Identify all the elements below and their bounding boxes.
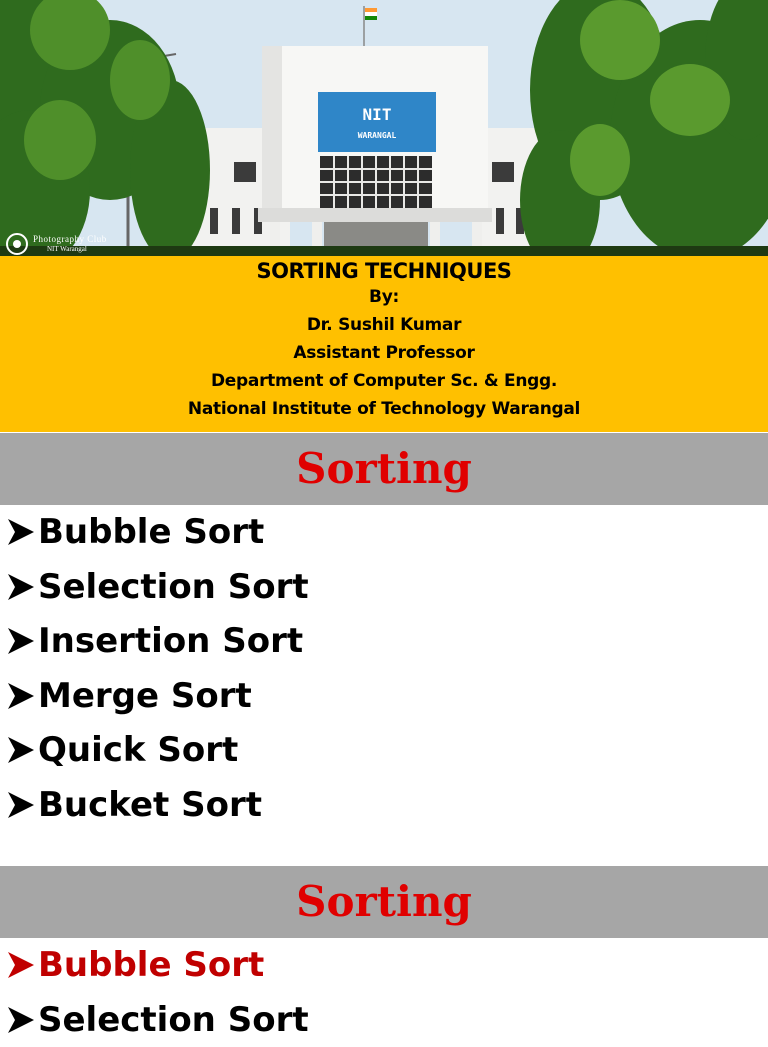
author-department: Department of Computer Sc. & Engg. (0, 367, 768, 395)
list-item (0, 993, 309, 1047)
slide-2-sort-list (0, 505, 309, 832)
list-item (0, 560, 309, 615)
author-designation: Assistant Professor (0, 339, 768, 367)
title-box (0, 256, 768, 432)
arrow-bullet-icon (6, 1007, 38, 1033)
slide-3-sort-list (0, 938, 309, 1047)
building-sign-text: NIT (363, 105, 392, 124)
credit-subtitle: NIT Warangal (47, 246, 107, 253)
slide-3-title-bar (0, 866, 768, 938)
list-item (0, 778, 309, 833)
arrow-bullet-icon (6, 628, 38, 654)
list-item-label: Selection Sort (38, 567, 309, 607)
arrow-bullet-icon (6, 737, 38, 763)
campus-photo (0, 0, 768, 256)
list-item-label: Quick Sort (38, 730, 238, 770)
arrow-bullet-icon (6, 519, 38, 545)
list-item (0, 723, 309, 778)
list-item (0, 505, 309, 560)
list-item-label: Merge Sort (38, 676, 252, 716)
list-item-label: Insertion Sort (38, 621, 303, 661)
arrow-bullet-icon (6, 792, 38, 818)
photography-club-credit (6, 233, 107, 255)
list-item-label: Bubble Sort (38, 945, 264, 985)
building-sign-subtext: WARANGAL (358, 131, 397, 140)
list-item-label: Selection Sort (38, 1000, 309, 1040)
author-name: Dr. Sushil Kumar (0, 311, 768, 339)
slide-2-title: Sorting (296, 444, 472, 493)
list-item (0, 669, 309, 724)
presentation-title: SORTING TECHNIQUES (0, 259, 768, 283)
camera-icon (6, 233, 28, 255)
list-item-label: Bucket Sort (38, 785, 262, 825)
author-institute: National Institute of Technology Warangal (0, 395, 768, 423)
slide-3-title: Sorting (296, 877, 472, 926)
arrow-bullet-icon (6, 683, 38, 709)
list-item-highlighted (0, 938, 309, 993)
list-item-label: Bubble Sort (38, 512, 264, 552)
by-label: By: (0, 283, 768, 311)
slide-2-title-bar (0, 433, 768, 505)
credit-title: Photography Club (33, 235, 107, 244)
arrow-bullet-icon (6, 574, 38, 600)
arrow-bullet-icon (6, 952, 38, 978)
list-item (0, 614, 309, 669)
